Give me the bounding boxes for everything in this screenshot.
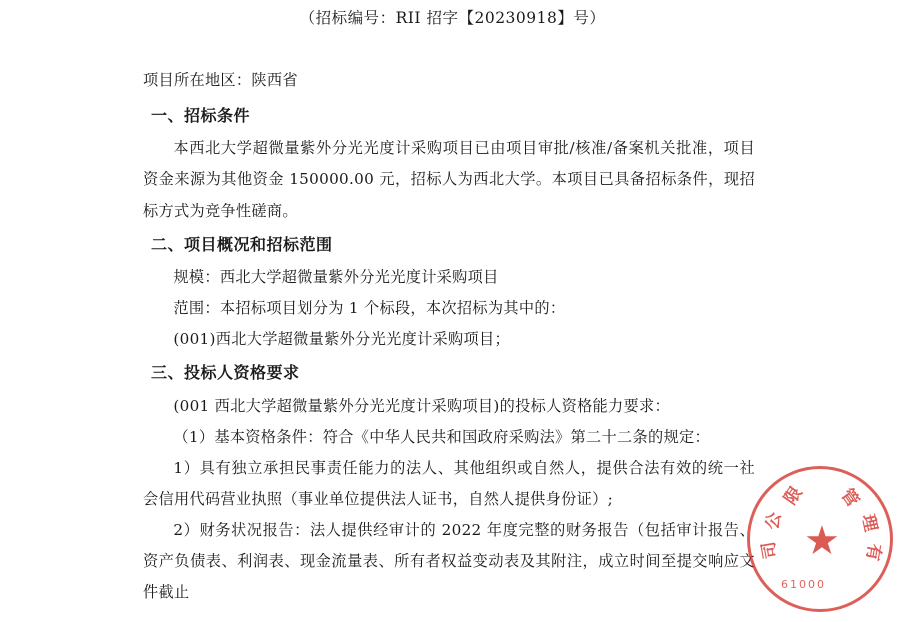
top-spacer — [0, 30, 905, 68]
seal-char-4: 限 — [780, 483, 807, 509]
document-number: （招标编号：RII 招字【20230918】号） — [299, 9, 606, 27]
section-1-paragraph-1: 本西北大学超微量紫外分光光度计采购项目已由项目审批/核准/备案机关批准，项目资金来源为其他资金 150000.00 元，招标人为西北大学。本项目已具备招标条件，现招标方式为竞争性磋商。 — [143, 139, 755, 220]
seal-char-2: 理 — [857, 512, 881, 534]
project-region-line: 项目所在地区：陕西省 — [143, 70, 298, 89]
section-3-paragraph-3: 1）具有独立承担民事责任能力的法人、其他组织或自然人，提供合法有效的统一社会信用代码营业执照（事业单位提供法人证书，自然人提供身份证）; — [143, 458, 755, 508]
section-3-paragraph-1: (001 西北大学超微量紫外分光光度计采购项目)的投标人资格能力要求： — [173, 396, 670, 415]
section-heading-3: 三、投标人资格要求 — [151, 363, 300, 383]
seal-serial-number: 61000 — [781, 578, 826, 591]
seal-char-5: 公 — [762, 510, 786, 532]
seal-char-1: 管 — [836, 485, 863, 511]
document-body — [0, 68, 905, 609]
seal-char-6: 司 — [758, 539, 782, 561]
seal-char-3: 有 — [861, 541, 885, 563]
section-heading-2: 二、项目概况和招标范围 — [151, 234, 333, 254]
section-3-paragraph-4: 2）财务状况报告：法人提供经审计的 2022 年度完整的财务报告（包括审计报告、资产负债表、利润表、现金流量表、所有者权益变动表及其附注，成立时间至提交响应文件截止 — [143, 521, 755, 602]
section-2-paragraph-2: 范围：本招标项目划分为 1 个标段，本次招标为其中的： — [173, 299, 566, 317]
section-2-paragraph-3: (001)西北大学超微量紫外分光光度计采购项目； — [173, 330, 510, 349]
section-3-paragraph-2: （1）基本资格条件：符合《中华人民共和国政府采购法》第二十二条的规定： — [173, 427, 710, 446]
section-2-paragraph-1: 规模：西北大学超微量紫外分光光度计采购项目 — [173, 267, 499, 286]
section-heading-1: 一、招标条件 — [151, 106, 251, 125]
seal-star-icon: ★ — [804, 518, 840, 564]
